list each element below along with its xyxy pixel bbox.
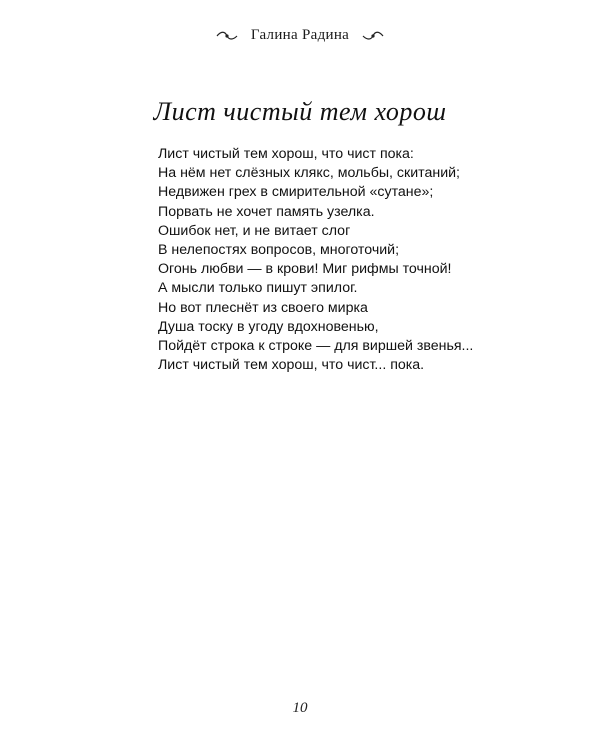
poem-line: Но вот плеснёт из своего мирка [158, 299, 368, 316]
poem-line: Ошибок нет, и не витает слог [158, 222, 351, 239]
poem-line: Порвать не хочет память узелка. [158, 203, 375, 220]
poem-body [158, 145, 473, 375]
poem-line: Огонь любви — в крови! Миг рифмы точной! [158, 261, 452, 278]
poem-line: Душа тоску в угоду вдохновенью, [158, 318, 379, 335]
poem-line: Лист чистый тем хорош, что чист пока: [158, 146, 414, 162]
left-flourish-icon [215, 30, 239, 42]
poem-line: А мысли только пишут эпилог. [158, 280, 358, 297]
poem-line: Лист чистый тем хорош, что чист... пока. [158, 357, 425, 374]
poem-line: Пойдёт строка к строке — для виршей звенья... [158, 338, 474, 355]
poem-title: Лист чистый тем хорош [153, 97, 447, 126]
page-number: 10 [292, 700, 308, 716]
poem-line: Недвижен грех в смирительной «сутане»; [158, 184, 434, 201]
right-flourish-icon [361, 30, 385, 42]
author-name: Галина Радина [250, 27, 350, 43]
poem-line: На нём нет слёзных клякс, мольбы, скитаний; [158, 165, 460, 182]
running-header [0, 27, 600, 44]
poem-line: В нелепостях вопросов, многоточий; [158, 242, 400, 259]
